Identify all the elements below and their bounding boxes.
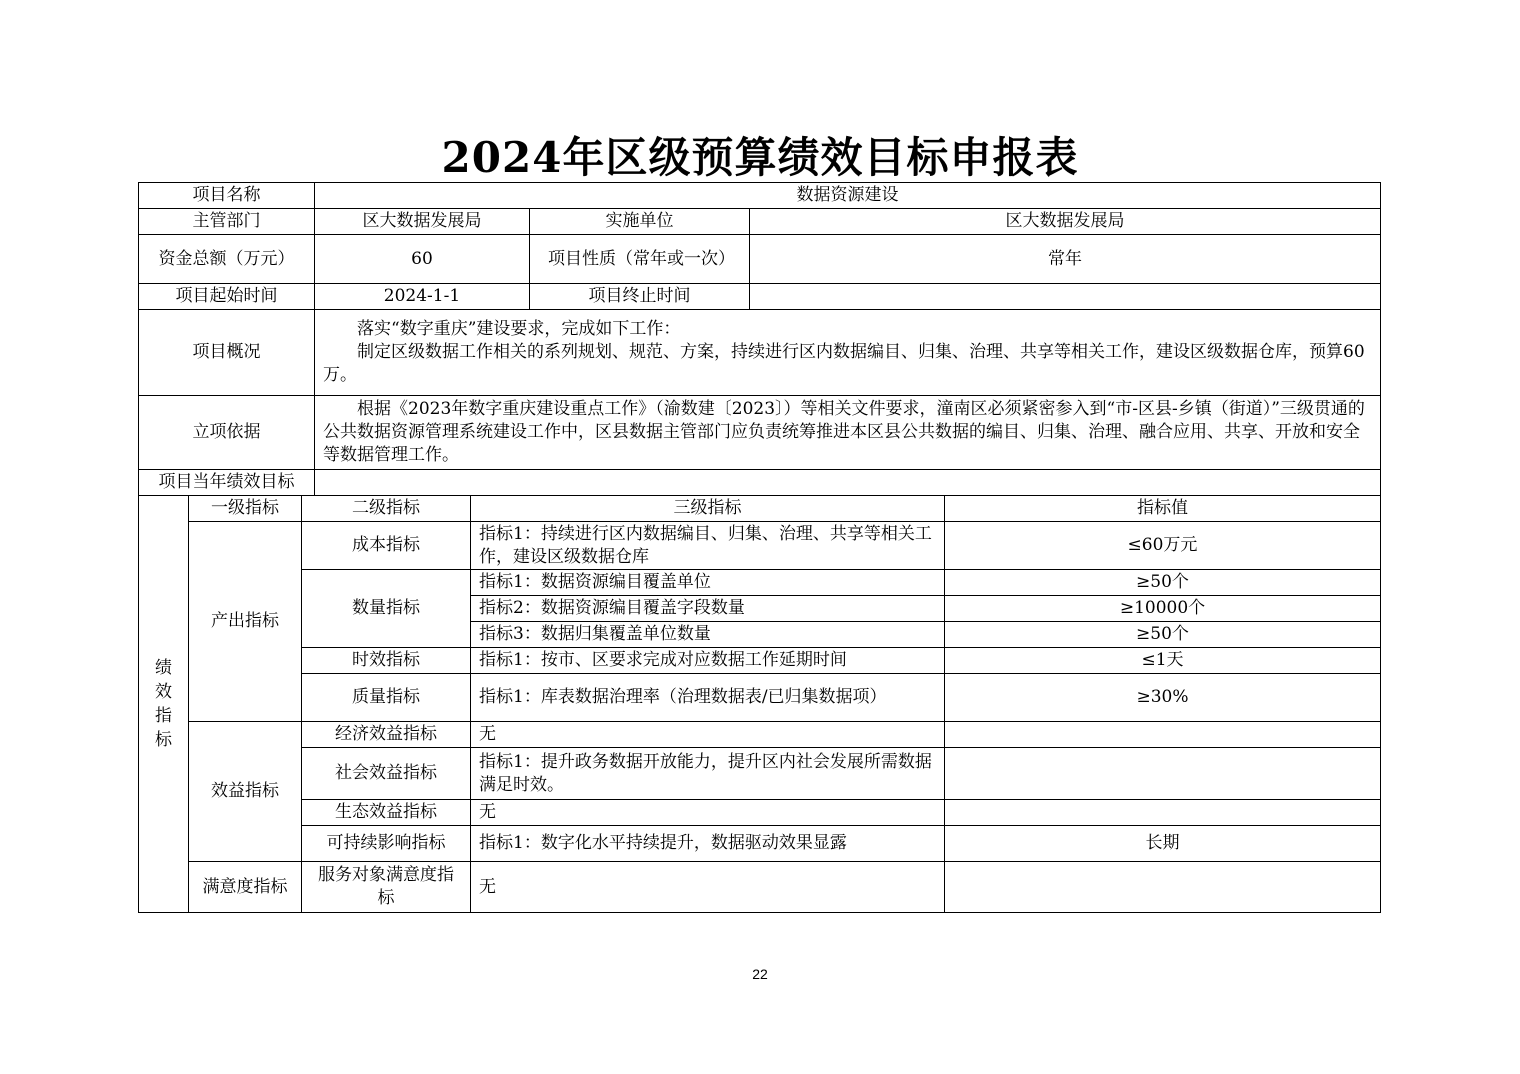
indicator-table bbox=[138, 495, 1381, 913]
quantity-indicator-label: 数量指标 bbox=[302, 570, 471, 648]
service-satisfaction-label: 服务对象满意度指标 bbox=[302, 862, 471, 913]
overview-text bbox=[315, 310, 1381, 396]
economic-indicator-value bbox=[945, 722, 1381, 748]
header-level3: 三级指标 bbox=[471, 496, 945, 522]
basis-paragraph: 根据《2023年数字重庆建设重点工作》（渝数建〔2023〕）等相关文件要求，潼南区必须紧密参入到“市-区县-乡镇（街道）”三级贯通的公共数据资源管理系统建设工作中，区县数据主管部门应负责统筹推进本区县公共数据的编目、归集、治理、融合应用、共享、开放和安全等数据管理工作。 bbox=[323, 399, 1365, 465]
header-level2: 二级指标 bbox=[302, 496, 471, 522]
table-row bbox=[139, 748, 1381, 800]
basis-text bbox=[315, 396, 1381, 470]
row-dates bbox=[139, 284, 1381, 310]
table-row bbox=[139, 862, 1381, 913]
side-char-4: 标 bbox=[155, 730, 172, 750]
row-overview bbox=[139, 310, 1381, 396]
goal-label: 项目当年绩效目标 bbox=[139, 470, 315, 496]
row-project-name bbox=[139, 183, 1381, 209]
eco-indicator-label: 生态效益指标 bbox=[302, 800, 471, 826]
overview-paragraph-2: 制定区级数据工作相关的系列规划、规范、方案，持续进行区内数据编目、归集、治理、共享等相关工作，建设区级数据仓库，预算60万。 bbox=[323, 342, 1365, 385]
cost-indicator-text: 指标1：持续进行区内数据编目、归集、治理、共享等相关工作，建设区级数据仓库 bbox=[471, 522, 945, 570]
funds-value: 60 bbox=[315, 235, 530, 284]
service-satisfaction-text: 无 bbox=[471, 862, 945, 913]
project-name-label: 项目名称 bbox=[139, 183, 315, 209]
row-department bbox=[139, 209, 1381, 235]
impl-label: 实施单位 bbox=[530, 209, 750, 235]
quantity-value-3: ≥50个 bbox=[945, 622, 1381, 648]
output-indicator-label: 产出指标 bbox=[189, 522, 302, 722]
project-name-value: 数据资源建设 bbox=[315, 183, 1381, 209]
end-label: 项目终止时间 bbox=[530, 284, 750, 310]
start-label: 项目起始时间 bbox=[139, 284, 315, 310]
social-indicator-value bbox=[945, 748, 1381, 800]
quantity-indicator-3: 指标3：数据归集覆盖单位数量 bbox=[471, 622, 945, 648]
table-row bbox=[139, 522, 1381, 570]
end-value bbox=[750, 284, 1381, 310]
quantity-indicator-1: 指标1：数据资源编目覆盖单位 bbox=[471, 570, 945, 596]
header-level1: 一级指标 bbox=[189, 496, 302, 522]
quality-indicator-label: 质量指标 bbox=[302, 674, 471, 722]
sustain-indicator-text: 指标1：数字化水平持续提升，数据驱动效果显露 bbox=[471, 826, 945, 862]
time-indicator-text: 指标1：按市、区要求完成对应数据工作延期时间 bbox=[471, 648, 945, 674]
social-indicator-label: 社会效益指标 bbox=[302, 748, 471, 800]
quantity-indicator-2: 指标2：数据资源编目覆盖字段数量 bbox=[471, 596, 945, 622]
table-row bbox=[139, 800, 1381, 826]
side-char-3: 指 bbox=[155, 706, 172, 726]
eco-indicator-text: 无 bbox=[471, 800, 945, 826]
indicator-side-label bbox=[139, 496, 189, 913]
satisfaction-indicator-label: 满意度指标 bbox=[189, 862, 302, 913]
quality-indicator-text: 指标1：库表数据治理率（治理数据表/已归集数据项） bbox=[471, 674, 945, 722]
eco-indicator-value bbox=[945, 800, 1381, 826]
economic-indicator-label: 经济效益指标 bbox=[302, 722, 471, 748]
table-row bbox=[139, 826, 1381, 862]
page-number: 22 bbox=[752, 966, 768, 982]
dept-value: 区大数据发展局 bbox=[315, 209, 530, 235]
sustain-indicator-value: 长期 bbox=[945, 826, 1381, 862]
sustain-indicator-label: 可持续影响指标 bbox=[302, 826, 471, 862]
nature-value: 常年 bbox=[750, 235, 1381, 284]
basis-label: 立项依据 bbox=[139, 396, 315, 470]
time-indicator-value: ≤1天 bbox=[945, 648, 1381, 674]
economic-indicator-text: 无 bbox=[471, 722, 945, 748]
project-info-table bbox=[138, 182, 1381, 496]
dept-label: 主管部门 bbox=[139, 209, 315, 235]
page-title: 2024年区级预算绩效目标申报表 bbox=[441, 133, 1079, 182]
cost-indicator-label: 成本指标 bbox=[302, 522, 471, 570]
header-value: 指标值 bbox=[945, 496, 1381, 522]
quantity-value-1: ≥50个 bbox=[945, 570, 1381, 596]
row-goal bbox=[139, 470, 1381, 496]
side-char-1: 绩 bbox=[155, 658, 172, 678]
quantity-value-2: ≥10000个 bbox=[945, 596, 1381, 622]
table-row bbox=[139, 722, 1381, 748]
row-basis bbox=[139, 396, 1381, 470]
nature-label: 项目性质（常年或一次） bbox=[530, 235, 750, 284]
overview-paragraph-1: 落实“数字重庆”建设要求，完成如下工作： bbox=[357, 319, 681, 339]
impl-value: 区大数据发展局 bbox=[750, 209, 1381, 235]
funds-label: 资金总额（万元） bbox=[139, 235, 315, 284]
service-satisfaction-value bbox=[945, 862, 1381, 913]
time-indicator-label: 时效指标 bbox=[302, 648, 471, 674]
row-funds bbox=[139, 235, 1381, 284]
side-char-2: 效 bbox=[155, 682, 172, 702]
social-indicator-text: 指标1：提升政务数据开放能力，提升区内社会发展所需数据满足时效。 bbox=[471, 748, 945, 800]
cost-indicator-value: ≤60万元 bbox=[945, 522, 1381, 570]
quality-indicator-value: ≥30% bbox=[945, 674, 1381, 722]
table-row bbox=[139, 648, 1381, 674]
table-row bbox=[139, 674, 1381, 722]
table-row bbox=[139, 570, 1381, 596]
start-value: 2024-1-1 bbox=[315, 284, 530, 310]
overview-label: 项目概况 bbox=[139, 310, 315, 396]
goal-value bbox=[315, 470, 1381, 496]
benefit-indicator-label: 效益指标 bbox=[189, 722, 302, 862]
indicator-header-row bbox=[139, 496, 1381, 522]
